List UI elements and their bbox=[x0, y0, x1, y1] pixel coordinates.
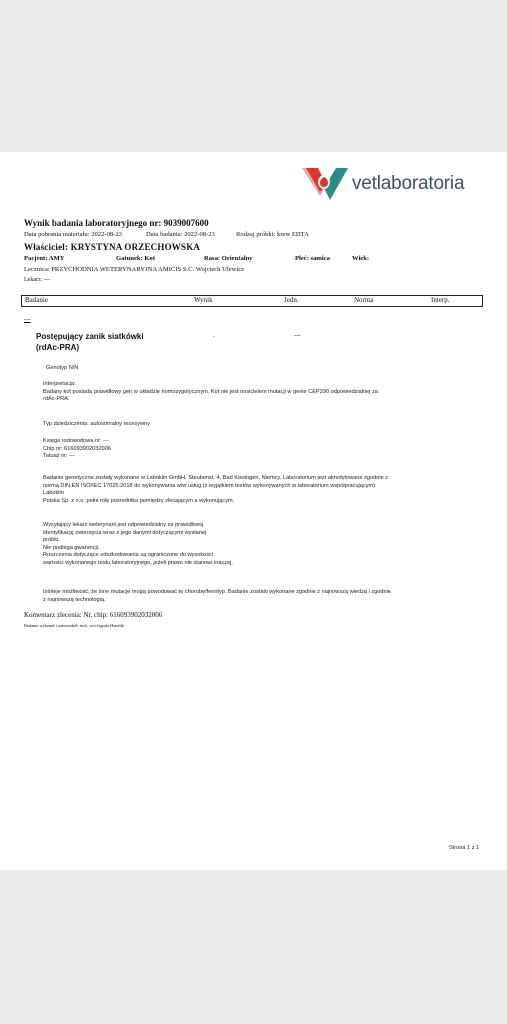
interpretation-line: Badany kot posiada prawidłowy gen w układzie homozygotycznym. Kot nie jest nosicielem mutacji w genie CEP290 odpowiedzialnej za bbox=[43, 388, 378, 395]
column-wynik: Wynik bbox=[194, 296, 213, 304]
inheritance-text: Typ dziedziczenia: autosomalny recesywny bbox=[43, 421, 150, 427]
patient-species: Gatunek: Kot bbox=[116, 255, 156, 262]
possibility-line: z najnowszą technologią. bbox=[43, 596, 106, 603]
responsibility-line: Wysyłający lekarz weterynarii jest odpowiedzialny za prawidłową bbox=[43, 522, 204, 528]
test-name-line2: (rdAc-PRA) bbox=[36, 343, 80, 352]
test-name bbox=[36, 331, 144, 353]
owner-name: Właściciel: KRYSTYNA ORZECHOWSKA bbox=[24, 242, 201, 252]
laboratory-line: Polska Sp. z o.o. pełni rolę pośrednika pomiędzy zlecającym a wykonującym. bbox=[43, 497, 235, 504]
logo-text: vetlaboratoria bbox=[352, 173, 465, 194]
sample-type: Rodzaj próbki: krew EDTA bbox=[236, 231, 309, 238]
test-result-unit: --- bbox=[294, 332, 301, 339]
interpretation-label: Interpretacja: bbox=[43, 381, 76, 387]
column-badanie: Badanie bbox=[25, 296, 48, 304]
section-dashes: --- bbox=[24, 316, 31, 323]
pedigree-number: Księga rodowodowa nr: --- bbox=[43, 438, 109, 444]
responsibility-line: próbki. bbox=[43, 537, 60, 544]
interpretation-block bbox=[43, 381, 378, 404]
column-norma: Norma bbox=[354, 296, 374, 304]
patient-sex: Płeć: samica bbox=[295, 255, 330, 262]
responsibility-line: Roszczenia dotyczące odszkodowania są ograniczone do wysokości bbox=[43, 552, 214, 559]
patient-breed: Rasa: Orientalny bbox=[204, 255, 253, 262]
responsibility-line: Nie podlega gwarancji. bbox=[43, 544, 100, 551]
column-interp: Interp. bbox=[431, 296, 450, 304]
tattoo-number: Tatuaż nr: --- bbox=[43, 453, 75, 460]
responsibility-line: identyfikację zwierzęcia wraz z jego danymi dotyczącymi wysłanej bbox=[43, 529, 207, 536]
test-date: Data badania: 2022-08-23 bbox=[146, 231, 215, 238]
performed-by: Badanie wykonał i zatwierdził: tech. wet.Jagoda Hanzlik bbox=[24, 623, 124, 628]
possibility-line: Istnieje możliwość, że inne mutacje mogą powodować tę chorobę/fenotyp. Badanie zostało wykonane zgodnie z najnowszą wiedzą i zgodnie bbox=[43, 589, 391, 595]
report-title: Wynik badania laboratoryjnego nr: 9039007600 bbox=[24, 218, 209, 228]
interpretation-line: rdAc-PRA. bbox=[43, 396, 70, 403]
responsibility-line: wartości wykonanego testu laboratoryjnego, jeżeli prawo nie stanowi inaczej. bbox=[43, 559, 233, 566]
logo-mark-icon bbox=[302, 166, 348, 202]
clinic-name: Lecznica: PRZYCHODNIA WETERYNARYJNA AMICIS S.C. Wojciech Ulewicz bbox=[24, 266, 245, 273]
laboratory-line: Badanie genetyczne zostały wykonane w Laboklin GmbH, Steubenst. 4, Bad Kissingen, Niemcy. Laboratorium jest akredytowane zgodnie z bbox=[43, 475, 389, 481]
test-result-value: . bbox=[213, 332, 215, 339]
order-comment: Komentarz zlecenia: Nr. chip: 616093902032006 bbox=[24, 611, 163, 619]
test-name-line1: Postępujący zanik siatkówki bbox=[36, 332, 144, 341]
identification-block bbox=[43, 438, 111, 461]
possibility-block bbox=[43, 589, 391, 604]
laboratory-block bbox=[43, 475, 388, 505]
genotype-text: Genotyp N/N bbox=[46, 365, 79, 371]
page-number: Strona 1 z 1 bbox=[449, 845, 480, 851]
column-jedn: Jedn. bbox=[284, 296, 299, 304]
patient-age: Wiek: bbox=[352, 255, 370, 262]
laboratory-line: normą DIN EN ISO/IEC 17025:2018 do wykonywania w/w usług (z wyjątkiem testów wykonywanych w laboratorium współpracującym). bbox=[43, 482, 377, 489]
report-page bbox=[0, 152, 507, 870]
patient-name: Pacjent: AMY bbox=[24, 255, 65, 262]
chip-number: Chip nr: 616093902032006 bbox=[43, 445, 111, 452]
laboratory-line: Laboklin bbox=[43, 490, 64, 497]
responsibility-block bbox=[43, 522, 233, 568]
results-table-header bbox=[21, 295, 483, 307]
vetlaboratoria-logo bbox=[302, 166, 464, 202]
sample-date: Data pobrania materiału: 2022-08-23 bbox=[24, 231, 122, 238]
doctor-name: Lekarz: --- bbox=[24, 277, 50, 283]
